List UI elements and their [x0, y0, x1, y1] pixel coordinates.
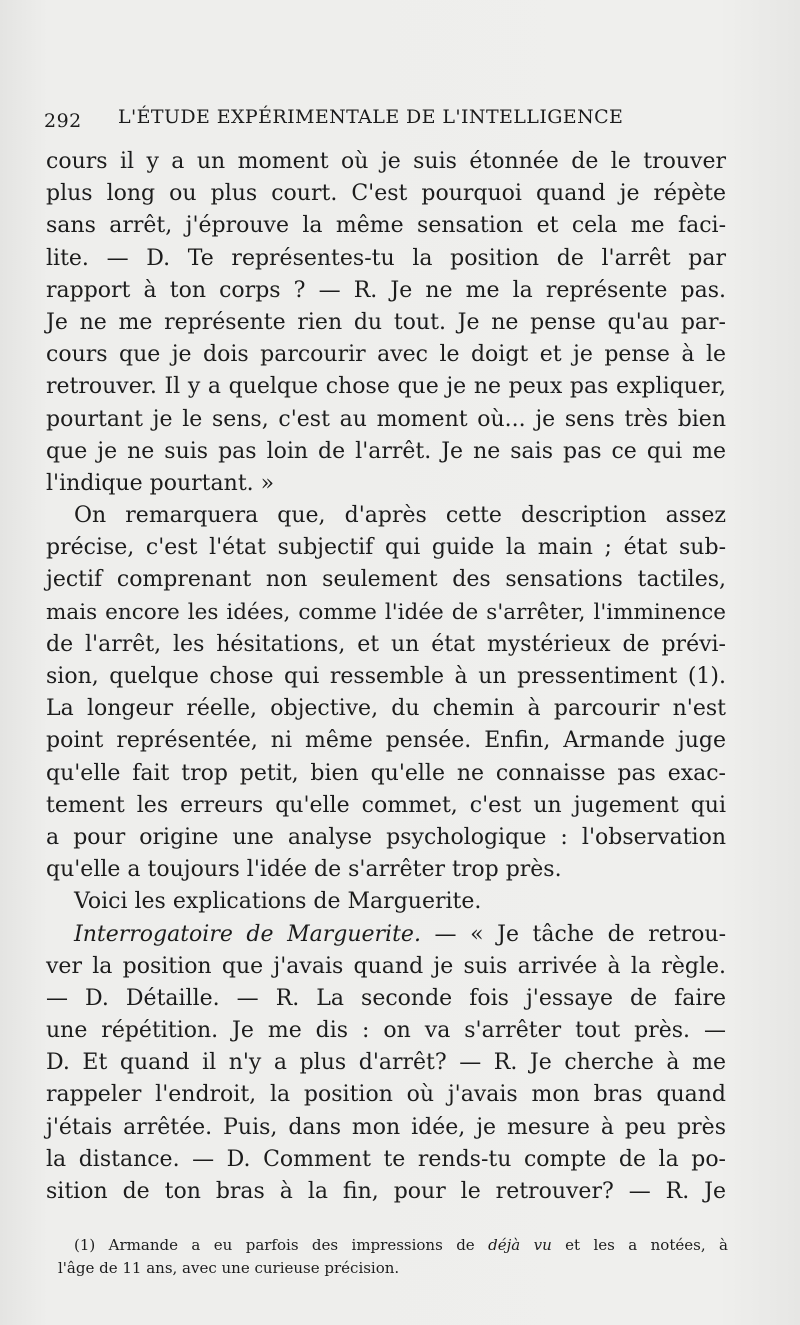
running-title: L'ÉTUDE EXPÉRIMENTALE DE L'INTELLIGENCE: [118, 106, 624, 128]
text-line: a pour origine une analyse psychologique : l'observation: [46, 824, 726, 850]
text-line: jectif comprenant non seulement des sensations tactiles,: [46, 567, 726, 593]
page-header: [44, 106, 744, 140]
text-line: mais encore les idées, comme l'idée de s'arrêter, l'imminence: [46, 599, 726, 625]
text-line: D. Et quand il n'y a plus d'arrêt? — R. Je cherche à me: [46, 1050, 726, 1076]
text-line: sion, quelque chose qui ressemble à un pressentiment (1).: [46, 664, 726, 689]
text-line: pourtant je le sens, c'est au moment où... je sens très bien: [46, 406, 726, 432]
text-span: — « Je tâche de retrou-: [434, 921, 727, 947]
text-line: de l'arrêt, les hésitations, et un état mystérieux de prévi-: [46, 631, 726, 657]
footnote-line: [58, 1234, 728, 1257]
text-line: On remarquera que, d'après cette description assez: [74, 503, 726, 529]
footnotes: [58, 1234, 728, 1280]
page-number: 292: [44, 110, 82, 132]
text-line: qu'elle a toujours l'idée de s'arrêter trop près.: [46, 857, 562, 883]
text-line: plus long ou plus court. C'est pourquoi quand je répète: [46, 181, 726, 207]
text-line: cours il y a un moment où je suis étonnée de le trouver: [46, 149, 726, 174]
text-line: point représentée, ni même pensée. Enfin, Armande juge: [46, 728, 726, 754]
text-line: cours que je dois parcourir avec le doigt et je pense à le: [46, 342, 726, 368]
text-line: qu'elle fait trop petit, bien qu'elle ne connaisse pas exac-: [46, 760, 726, 786]
text-line: sans arrêt, j'éprouve la même sensation et cela me faci-: [46, 213, 726, 239]
text-line: la distance. — D. Comment te rends-tu compte de la po-: [46, 1146, 726, 1172]
text-line: rapport à ton corps ? — R. Je ne me la représente pas.: [46, 277, 726, 303]
text-line: tement les erreurs qu'elle commet, c'est un jugement qui: [46, 792, 726, 818]
text-line: Je ne me représente rien du tout. Je ne pense qu'au par-: [46, 309, 726, 335]
text-line: l'indique pourtant. »: [46, 470, 275, 496]
italic-heading: Interrogatoire de Marguerite.: [74, 921, 421, 947]
text-line: rappeler l'endroit, la position où j'avais mon bras quand: [46, 1082, 726, 1108]
footnote-italic: déjà vu: [488, 1236, 552, 1254]
text-line: que je ne suis pas loin de l'arrêt. Je ne sais pas ce qui me: [46, 438, 726, 464]
text-line: Voici les explications de Marguerite.: [74, 889, 482, 915]
body-text: [46, 146, 726, 1208]
text-line-with-heading: [46, 919, 726, 951]
footnote-text: et les a notées, à: [565, 1236, 728, 1254]
text-line: — D. Détaille. — R. La seconde fois j'essaye de faire: [46, 985, 726, 1011]
text-line: lite. — D. Te représentes-tu la position de l'arrêt par: [46, 245, 726, 271]
footnote-line: l'âge de 11 ans, avec une curieuse précision.: [58, 1259, 400, 1277]
text-line: retrouver. Il y a quelque chose que je ne peux pas expliquer,: [46, 374, 726, 400]
text-line: sition de ton bras à la fin, pour le retrouver? — R. Je: [46, 1179, 726, 1204]
footnote-marker: (1): [74, 1236, 96, 1254]
text-line: La longeur réelle, objective, du chemin à parcourir n'est: [46, 696, 726, 722]
text-line: précise, c'est l'état subjectif qui guide la main ; état sub-: [46, 535, 726, 561]
text-line: ver la position que j'avais quand je suis arrivée à la règle.: [46, 953, 726, 979]
text-line: une répétition. Je me dis : on va s'arrêter tout près. —: [46, 1018, 726, 1044]
text-line: j'étais arrêtée. Puis, dans mon idée, je mesure à peu près: [46, 1114, 726, 1140]
footnote-text: Armande a eu parfois des impressions de: [108, 1236, 475, 1254]
